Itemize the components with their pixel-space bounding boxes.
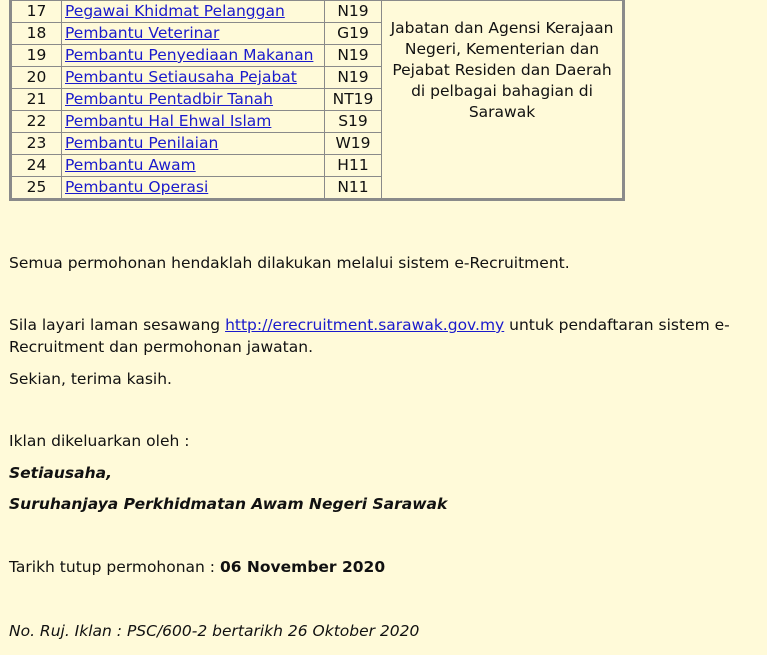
grade-cell: H11 bbox=[325, 155, 382, 177]
row-number: 17 bbox=[11, 1, 62, 23]
grade-cell: W19 bbox=[325, 133, 382, 155]
grade-cell: NT19 bbox=[325, 89, 382, 111]
closing-date-label: Tarikh tutup permohonan : bbox=[9, 558, 220, 576]
reference-text: No. Ruj. Iklan : PSC/600-2 bertarikh 26 Oktober 2020 bbox=[9, 622, 420, 640]
job-title-link[interactable]: Pembantu Pentadbir Tanah bbox=[65, 90, 273, 108]
row-number: 25 bbox=[11, 177, 62, 200]
job-title-cell bbox=[62, 177, 325, 200]
job-title-link[interactable]: Pembantu Awam bbox=[65, 156, 196, 174]
job-title-cell bbox=[62, 45, 325, 67]
job-title-cell bbox=[62, 67, 325, 89]
row-number: 22 bbox=[11, 111, 62, 133]
job-title-cell bbox=[62, 23, 325, 45]
grade-cell: G19 bbox=[325, 23, 382, 45]
job-title-link[interactable]: Pembantu Setiausaha Pejabat bbox=[65, 68, 297, 86]
job-title-link[interactable]: Pembantu Penilaian bbox=[65, 134, 219, 152]
visit-website-paragraph bbox=[9, 314, 759, 358]
row-number: 20 bbox=[11, 67, 62, 89]
department-cell: Jabatan dan Agensi Kerajaan Negeri, Kementerian dan Pejabat Residen dan Daerah di pelbagai bahagian di Sarawak bbox=[382, 1, 624, 200]
closing-date-paragraph bbox=[9, 556, 385, 578]
row-number: 24 bbox=[11, 155, 62, 177]
job-title-cell bbox=[62, 111, 325, 133]
grade-cell: S19 bbox=[325, 111, 382, 133]
job-title-link[interactable]: Pembantu Operasi bbox=[65, 178, 209, 196]
row-number: 21 bbox=[11, 89, 62, 111]
job-title-cell bbox=[62, 155, 325, 177]
secretary-title: Setiausaha, bbox=[9, 464, 112, 482]
visit-prefix: Sila layari laman sesawang bbox=[9, 316, 226, 334]
job-title-link[interactable]: Pembantu Penyediaan Makanan bbox=[65, 46, 314, 64]
row-number: 18 bbox=[11, 23, 62, 45]
job-title-cell bbox=[62, 1, 325, 23]
grade-cell: N19 bbox=[325, 1, 382, 23]
erecruitment-link[interactable]: http://erecruitment.sarawak.gov.my bbox=[225, 316, 505, 334]
job-title-link[interactable]: Pembantu Veterinar bbox=[65, 24, 220, 42]
thanks-text: Sekian, terima kasih. bbox=[9, 370, 172, 388]
row-number: 19 bbox=[11, 45, 62, 67]
job-vacancies-table bbox=[9, 0, 625, 201]
grade-cell: N19 bbox=[325, 45, 382, 67]
grade-cell: N19 bbox=[325, 67, 382, 89]
issued-by-text: Iklan dikeluarkan oleh : bbox=[9, 432, 190, 450]
job-title-cell bbox=[62, 133, 325, 155]
table-row bbox=[11, 1, 624, 23]
job-title-cell bbox=[62, 89, 325, 111]
row-number: 23 bbox=[11, 133, 62, 155]
all-applications-text: Semua permohonan hendaklah dilakukan melalui sistem e-Recruitment. bbox=[9, 254, 570, 272]
job-title-link[interactable]: Pegawai Khidmat Pelanggan bbox=[65, 2, 285, 20]
closing-date-value: 06 November 2020 bbox=[219, 558, 386, 576]
commission-name: Suruhanjaya Perkhidmatan Awam Negeri Sarawak bbox=[9, 495, 448, 513]
grade-cell: N11 bbox=[325, 177, 382, 200]
visit-suffix: untuk pendaftaran sistem e-Recruitment dan permohonan jawatan. bbox=[9, 316, 730, 356]
job-title-link[interactable]: Pembantu Hal Ehwal Islam bbox=[65, 112, 272, 130]
